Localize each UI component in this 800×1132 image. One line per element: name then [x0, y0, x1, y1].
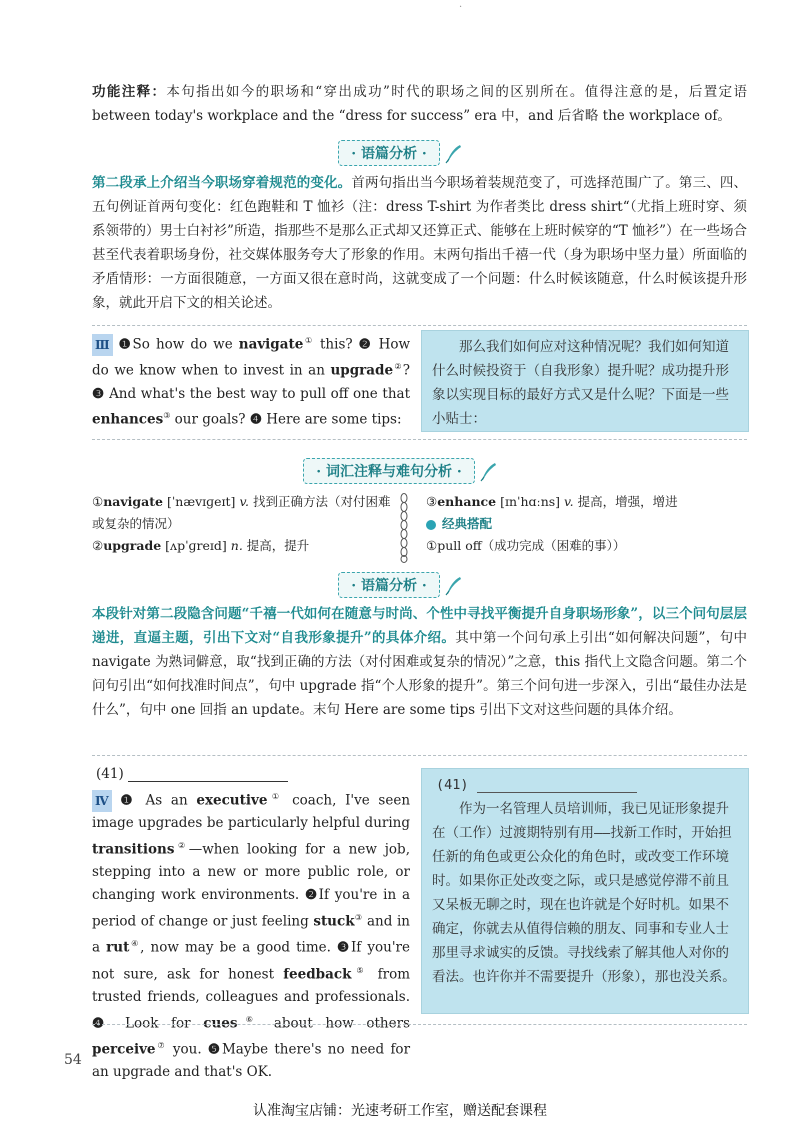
footnote-mark: ①	[267, 792, 284, 801]
bullet-icon	[426, 520, 436, 530]
sentence-text: coach, I've seen image upgrades be particularly helpful during	[92, 792, 411, 832]
translation-question-line	[422, 769, 748, 797]
question-line	[92, 762, 410, 786]
question-number: (41)	[436, 777, 469, 793]
classic-collocation-heading	[426, 513, 746, 535]
divider	[92, 755, 747, 756]
top-mark: ·	[459, 2, 463, 13]
vocab-word: cues	[203, 1015, 238, 1032]
vocab-entry	[92, 491, 392, 535]
divider	[92, 439, 747, 440]
paragraph-lead: 第二段承上介绍当今职场穿着规范的变化。	[92, 175, 352, 191]
vocab-word: feedback	[283, 966, 352, 983]
vocab-word: upgrade	[103, 538, 162, 553]
quill-icon	[444, 144, 462, 164]
translation-box-3	[421, 330, 749, 432]
divider	[92, 1024, 747, 1025]
discourse-paragraph-1	[92, 171, 747, 315]
function-note-label: 功能注释：	[92, 84, 167, 100]
sentence-number: ❶	[120, 792, 137, 809]
sentence-number: ❸	[337, 939, 351, 956]
passage-block-4	[92, 762, 410, 1084]
vocab-word: enhances	[92, 411, 164, 428]
discourse-paragraph-2	[92, 602, 747, 722]
section-title-text: · 语篇分析 ·	[338, 572, 440, 598]
footnote-mark: ②	[174, 841, 189, 851]
vocab-word: perceive	[92, 1041, 156, 1058]
answer-blank[interactable]	[128, 767, 288, 782]
sentence-text: So how do we	[132, 336, 239, 353]
vocab-word: navigate	[238, 336, 304, 353]
sentence-text: this?	[313, 336, 353, 353]
sentence-number: ❹	[92, 1015, 113, 1032]
quill-icon	[444, 576, 462, 596]
vocab-word: rut	[106, 939, 130, 956]
vocab-def: 提高，增强，增进	[577, 494, 678, 509]
vocab-word: executive	[196, 792, 268, 809]
function-note-text: 本句指出如今的职场和“穿出成功”时代的职场之间的区别所在。值得注意的是，后置定语 between today's workplace and the “dress for success” era 中，and 后省略 the workplace of。	[92, 84, 747, 124]
sentence-text: about how others	[261, 1015, 410, 1032]
vocab-left	[92, 491, 392, 557]
page-number: 54	[64, 1052, 82, 1068]
translation-text: 那么我们如何应对这种情况呢？我们如何知道什么时候投资于（自我形象）提升呢？成功提升形象以实现目标的最好方式又是什么呢？下面是一些小贴士：	[432, 339, 729, 427]
sentence-number: ❹	[249, 411, 262, 428]
vocab-def: 找到正确方法（对付困难或复杂的情况）	[92, 494, 391, 531]
footnote-mark: ⑥	[237, 1014, 262, 1024]
footnote-mark: ②	[393, 362, 403, 372]
vocab-word: upgrade	[330, 362, 394, 379]
vocab-ipa: [ʌpˈɡreɪd]	[165, 538, 227, 553]
sentence-number: ❶	[118, 336, 133, 353]
translation-text: 作为一名管理人员培训师，我已见证形象提升在（工作）过渡期特别有用——找新工作时，开始担任新的角色或更公众化的角色时，或改变工作环境时。如果你正处改变之际，或只是感觉停滞不前且又呆板无聊之时，现在也许就是个好时机。如果不确定，你就去从值得信赖的朋友、同事和专业人士那里寻求诚实的反馈。寻找线索了解其他人对你的看法。也许你并不需要提升（形象），那也没关系。	[432, 801, 736, 985]
sentence-text: our goals?	[170, 411, 246, 428]
sentence-text: Maybe there's no need for an upgrade and that's OK.	[92, 1041, 411, 1081]
sentence-text: As an	[145, 792, 197, 809]
passage-block-3	[92, 330, 410, 432]
vocab-number: ②	[92, 538, 104, 553]
section-title-text: · 词汇注释与难句分析 ·	[303, 458, 475, 484]
vocab-pos: n.	[230, 538, 243, 553]
sentence-text: ?	[402, 362, 410, 379]
vocab-def: 提高，提升	[246, 538, 310, 553]
footer-note: 认准淘宝店铺：光速考研工作室，赠送配套课程	[253, 1103, 547, 1119]
footnote-mark: ③	[163, 411, 171, 421]
section-title-discourse-2	[0, 572, 800, 598]
sentence-text: If you're not sure, ask for honest	[92, 939, 411, 983]
sentence-number: ❺	[207, 1041, 222, 1058]
vocab-pos: v.	[564, 494, 574, 509]
vocab-word: enhance	[437, 494, 497, 509]
footnote-mark: ③	[354, 912, 363, 922]
sentence-text: —when looking for a new job, stepping into a new or more public role, or changing work environments.	[92, 841, 410, 904]
divider	[92, 325, 747, 326]
footnote-mark: ④	[129, 939, 141, 949]
vocab-word: navigate	[103, 494, 163, 509]
quill-icon	[479, 462, 497, 482]
classic-label: 经典搭配	[442, 516, 493, 531]
sentence-text: And what's the best way to pull off one that	[109, 385, 411, 402]
section-title-discourse-1	[0, 140, 800, 166]
chain-divider-icon	[399, 493, 409, 563]
sentence-text: If you're in a period of change or just feeling	[92, 887, 411, 930]
vocab-pos: v.	[239, 494, 249, 509]
sentence-number: ❷	[358, 336, 373, 353]
sentence-text: and in a	[92, 913, 411, 956]
sentence-number: ❷	[305, 887, 319, 904]
function-note	[92, 80, 747, 128]
paragraph-text: 其中第一个问句承上引出“如何解决问题”，句中 navigate 为熟词僻意，取“找到正确的方法（对付困难或复杂的情况）”之意，this 指代上文隐含问题。第二个问句引出“如何找准时间点”，句中 upgrade 指“个人形象的提升”。第三个问句进一步深入，引出“最佳办法是什么”，句中 one 回指 an update。末句 Here are some tips 引出下文对这些问题的具体介绍。	[92, 630, 747, 718]
collocation-entry: ①pull off（成功完成（困难的事））	[426, 538, 626, 553]
sentence-number: ❸	[92, 385, 105, 402]
vocab-word: stuck	[313, 913, 355, 930]
roman-numeral: Ⅲ	[92, 334, 113, 357]
section-title-vocab	[0, 458, 800, 484]
sentence-text: Here are some tips:	[266, 411, 402, 428]
footnote-mark: ①	[303, 336, 314, 345]
sentence-text: from trusted friends, colleagues and professionals.	[92, 966, 411, 1005]
paragraph-text: 首两句指出当今职场着装规范变了，可选择范围广了。第三、四、五句例证首两句变化：红色跑鞋和 T 恤衫（注：dress T-shirt 为作者类比 dress shirt“（尤指上班时穿、须系领带的）男士白衬衫”所造，指那些不是那么正式却又还算正式、能够在上班时候穿的“T 恤衫”）在一些场合甚至代表着职场身份，社交媒体服务夸大了形象的作用。末两句指出千禧一代（身为职场中坚力量）所面临的矛盾情形：一方面很随意，一方面又很在意时尚，这就变成了一个问题：什么时候该随意，什么时候该提升形象，就此开启下文的相关论述。	[92, 175, 748, 311]
footnote-mark: ⑦	[155, 1040, 167, 1050]
passage-text	[92, 786, 410, 1084]
sentence-text: , now may be a good time.	[140, 939, 331, 956]
sentence-text: you.	[166, 1041, 202, 1058]
vocab-ipa: [ɪnˈhɑːns]	[500, 494, 561, 509]
vocab-entry	[92, 535, 392, 557]
section-title-text: · 语篇分析 ·	[338, 140, 440, 166]
translation-box-4	[421, 768, 749, 1014]
vocab-word: transitions	[92, 841, 175, 858]
roman-numeral: Ⅳ	[92, 790, 112, 813]
vocab-number: ①	[92, 494, 104, 509]
answer-blank[interactable]	[477, 778, 637, 793]
sentence-text: How do we know when to invest in an	[92, 336, 411, 379]
vocab-number: ③	[426, 494, 438, 509]
paragraph-lead: 本段针对第二段隐含问题“千禧一代如何在随意与时尚、个性中寻找平衡提升自身职场形象”，以三个问句层层递进，直逼主题，引出下文对“自我形象提升”的具体介绍。	[92, 606, 747, 646]
vocab-ipa: [ˈnævɪɡeɪt]	[166, 494, 236, 509]
footnote-mark: ⑤	[351, 965, 369, 975]
vocab-entry	[426, 491, 746, 513]
vocab-right	[426, 491, 746, 557]
sentence-text: Look for	[125, 1015, 204, 1032]
question-number: (41)	[96, 766, 124, 782]
